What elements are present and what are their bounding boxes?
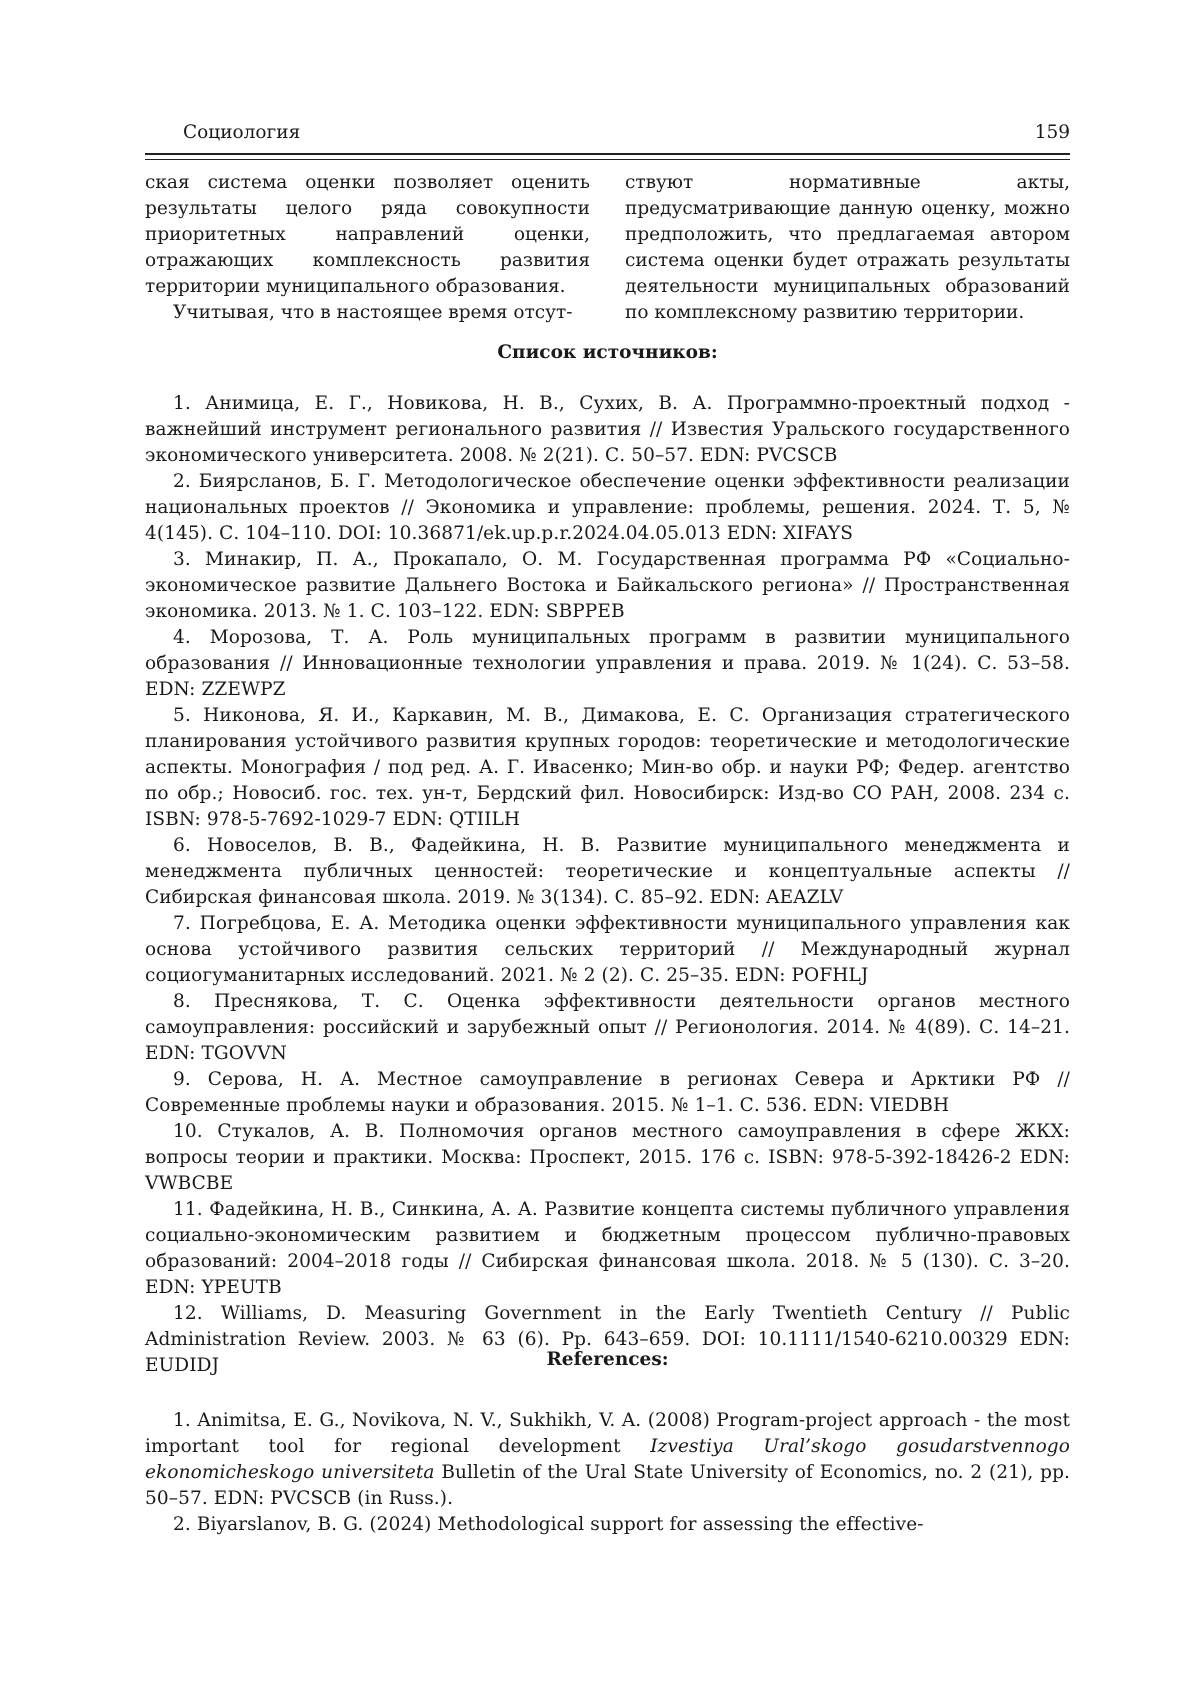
source-item: 11. Фадейкина, Н. В., Синкина, А. А. Развитие концепта системы публичного управления социально-экономическим развитием и бюджетным процессом публично-правовых образований: 2004–2018 годы // Сибирская финансовая школа. 2018. № 5 (130). С. 3–20. EDN: YPEUTB [145,1199,1070,1298]
reference-text: 2. Biyarslanov, B. G. (2024) Methodological support for assessing the effective- [173,1514,924,1535]
text-column-right [625,170,1070,326]
header-rule-thin [145,159,1070,160]
source-item: 7. Погребцова, Е. А. Методика оценки эффективности муниципального управления как основа устойчивого развития сельских территорий // Международный журнал социогуманитарных исследований. 2021. № 2 (2). С. 25–35. EDN: POFHLJ [145,913,1070,986]
source-item: 10. Стукалов, А. В. Полномочия органов местного самоуправления в сфере ЖКХ: вопросы теории и практики. Москва: Проспект, 2015. 176 с. ISBN: 978-5-392-18426-2 EDN: VWBCBE [145,1121,1070,1194]
source-item: 2. Биярсланов, Б. Г. Методологическое обеспечение оценки эффективности реализации национальных проектов // Экономика и управление: проблемы, решения. 2024. Т. 5, № 4(145). С. 104–110. DOI: 10.36871/ek.up.p.r.2024.04.05.013 EDN: XIFAYS [145,471,1070,544]
source-item: 5. Никонова, Я. И., Каркавин, М. В., Димакова, Е. С. Организация стратегического планирования устойчивого развития крупных городов: теоретические и методологические аспекты. Монография / под ред. А. Г. Ивасенко; Мин-во обр. и науки РФ; Федер. агентство по обр.; Новосиб. гос. тех. ун-т, Бердский фил. Новосибирск: Изд-во СО РАН, 2008. 234 с. ISBN: 978-5-7692-1029-7 EDN: QTIILH [145,705,1070,830]
source-item: 12. Williams, D. Measuring Government in the Early Twentieth Century // Public Administration Review. 2003. № 63 (6). Pp. 643–659. DOI: 10.1111/1540-6210.00329 EDN: EUDIDJ [145,1303,1070,1376]
header-rule-thick [145,153,1070,155]
references-list [145,1408,1070,1538]
source-item: 8. Преснякова, Т. С. Оценка эффективности деятельности органов местного самоуправления: российский и зарубежный опыт // Регионология. 2014. № 4(89). С. 14–21. EDN: TGOVVN [145,991,1070,1064]
source-item: 3. Минакир, П. А., Прокапало, О. М. Государственная программа РФ «Социально-экономическое развитие Дальнего Востока и Байкальского региона» // Пространственная экономика. 2013. № 1. С. 103–122. EDN: SBPPEB [145,549,1070,622]
section-title: Социология [183,122,301,143]
sources-heading: Список источников: [497,342,718,363]
references-heading: References: [546,1349,669,1370]
running-header [145,122,1070,152]
page-number: 159 [1034,122,1070,143]
reference-item [145,1408,1070,1512]
paragraph: ская система оценки позволяет оценить результаты целого ряда совокупности приоритетных направлений оценки, отражающих комплексность развития территории муниципального образования. [145,172,590,297]
reference-item [145,1512,1070,1538]
source-item: 6. Новоселов, В. В., Фадейкина, Н. В. Развитие муниципального менеджмента и менеджмента публичных ценностей: теоретические и концептуальные аспекты // Сибирская финансовая школа. 2019. № 3(134). С. 85–92. EDN: AEAZLV [145,835,1070,908]
text-column-left [145,170,590,326]
sources-list [145,391,1070,1379]
reference-journal-title: Izvestiya Ural’skogo gosudarstvennogo ekonomicheskogo universiteta [145,1436,1070,1483]
source-item: 1. Анимица, Е. Г., Новикова, Н. В., Сухих, В. А. Программно-проектный подход - важнейший инструмент регионального развития // Известия Уральского государственного экономического университета. 2008. № 2(21). С. 50–57. EDN: PVCSCB [145,393,1070,466]
reference-text: Bulletin of the Ural State University of Economics, no. 2 (21), pp. 50–57. EDN: PVCSCB (in Russ.). [145,1462,1070,1509]
reference-text: 1. Animitsa, E. G., Novikova, N. V., Sukhikh, V. A. (2008) Program-project approach - the most important tool for regional development [145,1410,1070,1457]
paragraph: Учитывая, что в настоящее время отсут- [173,302,573,323]
paragraph: ствуют нормативные акты, предусматривающие данную оценку, можно предположить, что предлагаемая автором система оценки будет отражать результаты деятельности муниципальных образований по комплексному развитию территории. [625,172,1070,323]
source-item: 4. Морозова, Т. А. Роль муниципальных программ в развитии муниципального образования // Инновационные технологии управления и права. 2019. № 1(24). С. 53–58. EDN: ZZEWPZ [145,627,1070,700]
source-item: 9. Серова, Н. А. Местное самоуправление в регионах Севера и Арктики РФ // Современные проблемы науки и образования. 2015. № 1–1. С. 536. EDN: VIEDBH [145,1069,1070,1116]
